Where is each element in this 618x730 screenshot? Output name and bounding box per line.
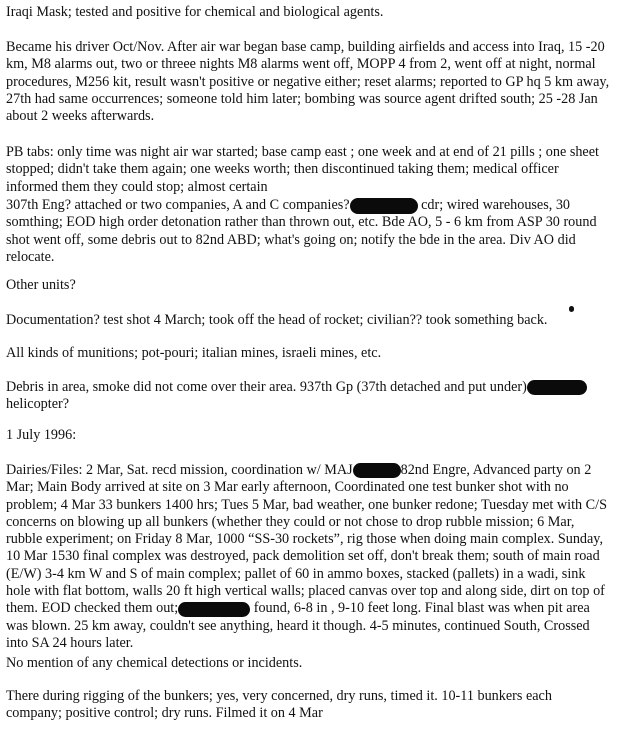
redaction-mark bbox=[353, 463, 401, 478]
paragraph-307th-eng-text-b: cdr; wired warehouses, 30 somthing; EOD high order detonation rather than thrown out, etc. Bde AO, 5 - 6 km from ASP 30 round shot went off, some debris out to 82nd ABD; what's going on; notify the bde in the area. Div AO did relocate. bbox=[6, 197, 597, 265]
paragraph-munitions: All kinds of munitions; pot-pouri; italian mines, israeli mines, etc. bbox=[6, 345, 382, 361]
paragraph-rigging: There during rigging of the bunkers; yes, very concerned, dry runs, timed it. 10-11 bunkers each company; positive control; dry runs. Filmed it on 4 Mar bbox=[6, 688, 552, 722]
ink-speck bbox=[569, 306, 574, 312]
paragraph-pb-tabs: PB tabs: only time was night air war started; base camp east ; one week and at end of 21 pills ; one sheet stopped; didn't take them again; one weeks worth; then discontinued taking them; medical officer informed them they could stop; almost certain bbox=[6, 144, 599, 195]
paragraph-date: 1 July 1996: bbox=[6, 427, 77, 443]
paragraph-307th-eng-text-a: 307th Eng? attached or two companies, A and C companies? bbox=[6, 197, 350, 213]
paragraph-driver: Became his driver Oct/Nov. After air war began base camp, building airfields and access into Iraq, 15 -20 km, M8 alarms out, two or threeе nights M8 alarms went off, MOPP 4 from 2, went off at night, normal procedures, M256 kit, result wasn't positive or negative either; reset alarms; reported to GP hq 5 km away, 27th had same occurrences; someone told him later; bombing was source agent drifted south; 25 -28 Jan about 2 weeks afterwards. bbox=[6, 39, 610, 125]
paragraph-debris-text-b: helicopter? bbox=[6, 396, 70, 413]
paragraph-diaries-text-a: Dairies/Files: 2 Mar, Sat. recd mission, coordination w/ MAJ bbox=[6, 462, 353, 478]
redaction-mark bbox=[527, 380, 587, 395]
paragraph-iraqi-mask: Iraqi Mask; tested and positive for chemical and biological agents. bbox=[6, 4, 384, 20]
paragraph-other-units: Other units? bbox=[6, 277, 76, 293]
paragraph-debris bbox=[6, 379, 610, 414]
paragraph-diaries-files bbox=[6, 462, 610, 652]
paragraph-diaries-text-b: 82nd Engre, Advanced party on 2 Mar; Main Body arrived at site on 3 Mar early afternoon, Coordinated one test bunker shot with no problem; 4 Mar 33 bunkers 1400 hrs; Tues 5 Mar, bad weather, one bunker redone; Tuesday met with C/S concerns on blowing up all bunkers (whether they could or not chose to drop rubble mission; 6 Mar, rubble experiment; on Friday 8 Mar, 1000 “SS-30 rockets”, rig those when doing main complex. Sunday, 10 Mar 1530 final complex was destroyed, pack demolition set off, don't break them; south of main road (E/W) 3-4 km W and S of main complex; pallet of 60 in ammo boxes, stacked (pallets) in a wadi, sink hole with flat bottom, walls 20 ft high vertical walls; placed canvas over top and along side, dirt on top of them. EOD checked them out; bbox=[6, 462, 607, 617]
redaction-mark bbox=[178, 602, 250, 617]
paragraph-307th-eng bbox=[6, 197, 610, 266]
paragraph-debris-text-a: Debris in area, smoke did not come over their area. 937th Gp (37th detached and put under) bbox=[6, 379, 527, 395]
paragraph-no-mention: No mention of any chemical detections or incidents. bbox=[6, 655, 303, 671]
paragraph-documentation: Documentation? test shot 4 March; took off the head of rocket; civilian?? took something back. bbox=[6, 312, 548, 328]
paragraph-diaries-text-c: found, 6-8 in , 9-10 feet long. Final blast was when pit area was blown. 25 km away, couldn't see anything, heard it though. 4-5 minutes, continued South, Crossed into SA 24 hours later. bbox=[6, 600, 590, 651]
redaction-mark bbox=[350, 198, 418, 214]
